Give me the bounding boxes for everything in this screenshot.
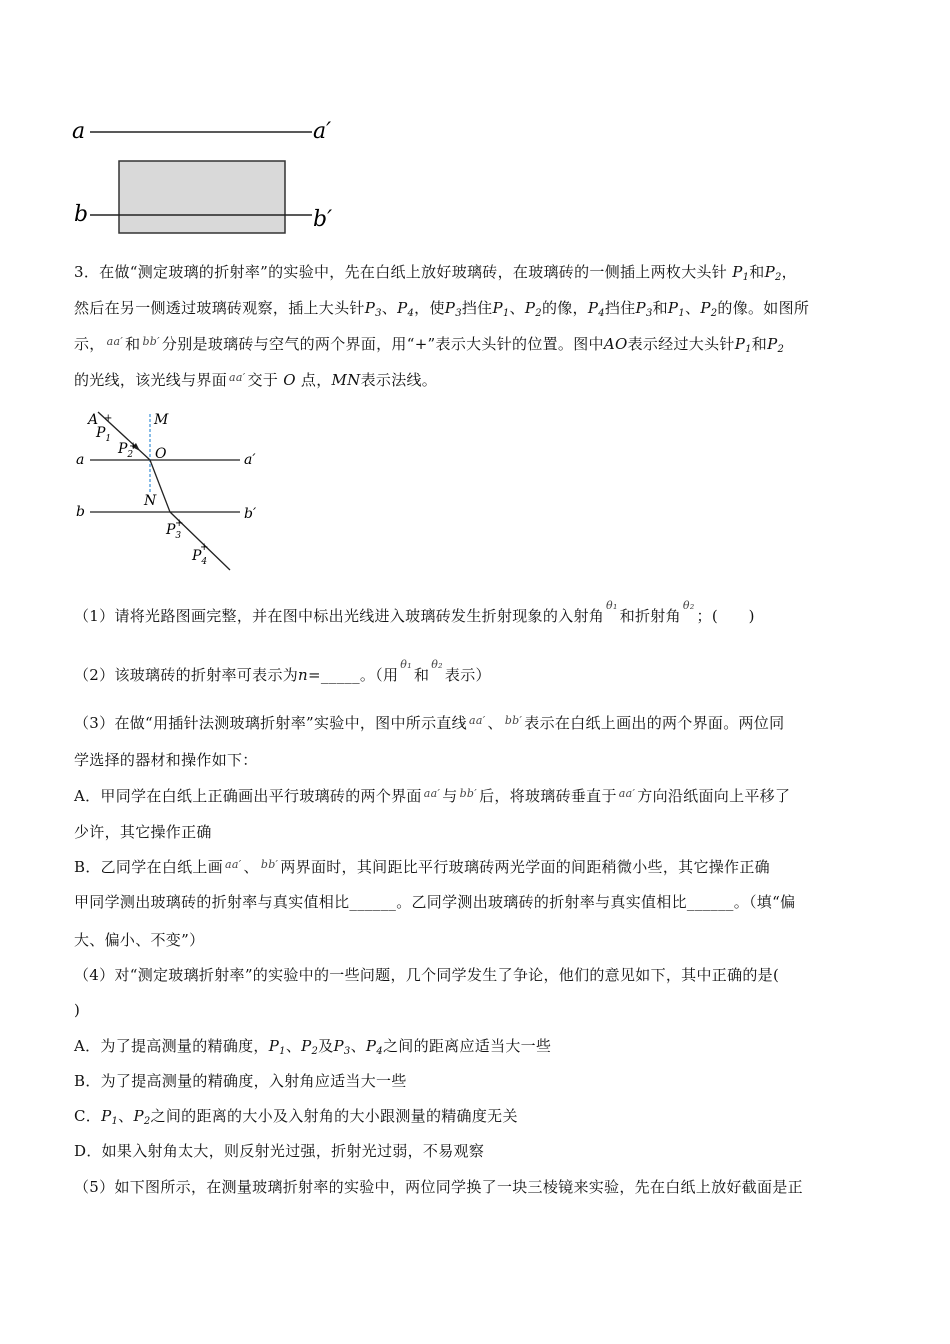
part2-line: （2）该玻璃砖的折射率可表示为n=_____。（用$^{\theta_1}$和$^{\theta_2}$表示） (74, 658, 491, 684)
label-M: M (154, 412, 169, 428)
q3-line-3: 示， $^{aa'}$ 和 $^{bb'}$ 分别是玻璃砖与空气的两个界面，用“+”表示大头针的位置。图中AO表示经过大头针$P_1$和$P_2$ (74, 335, 785, 355)
part3-line-1: （3）在做“用插针法测玻璃折射率”实验中，图中所示直线 $^{aa'}$ 、 $^{bb'}$ 表示在白纸上画出的两个界面。两位同 (74, 714, 785, 732)
label-b: b (74, 202, 89, 227)
part4-question-cont: ) (74, 1001, 81, 1019)
label-b-prime: b′ (313, 207, 333, 232)
pin-mark-p2: + (129, 441, 138, 452)
part3-line-2: 学选择的器材和操作如下： (74, 751, 258, 769)
label-b-prime: b′ (244, 506, 257, 522)
label-a: a (76, 452, 85, 468)
label-P4: $P_4$ (192, 548, 208, 567)
label-a: a (72, 119, 86, 144)
label-P3: $P_3$ (166, 522, 182, 541)
theta1-symbol: θ₁ (606, 599, 618, 612)
pin-mark-p4: + (200, 542, 209, 553)
figure-glass-block-lines (68, 110, 348, 240)
part1-line: （1）请将光路图画完整，并在图中标出光线进入玻璃砖发生折射现象的入射角$^{\theta_1}$和折射角$^{\theta_2}$；( ) (74, 599, 755, 625)
theta2-symbol: θ₂ (682, 599, 695, 612)
glass-block (119, 161, 285, 233)
part4-option-b: B．为了提高测量的精确度，入射角应适当大一些 (74, 1072, 407, 1090)
label-O: O (155, 446, 167, 462)
pin-p1: $P_1$ (732, 263, 750, 283)
pin-p2: $P_2$ (764, 263, 782, 283)
q3-line-4: 的光线，该光线与界面 $^{aa'}$ 交于 O 点，MN表示法线。 (74, 371, 438, 389)
part4-question: （4）对“测定玻璃折射率”的实验中的一些问题，几个同学发生了争论，他们的意见如下，其中正确的是( (74, 966, 780, 984)
q3-text: 然后在另一侧透过玻璃砖观察，插上大头针 (74, 299, 365, 317)
q3-number: 3． (74, 263, 100, 281)
q3-text: 在做“测定玻璃的折射率”的实验中，先在白纸上放好玻璃砖，在玻璃砖的一侧插上两枚大头针 (99, 263, 728, 281)
part3-question-cont: 大、偏小、不变”） (74, 931, 205, 949)
symbol-bb: bb′ (142, 335, 160, 348)
symbol-aa: aa′ (106, 335, 124, 348)
q3-text: 和 (749, 263, 765, 281)
label-a-prime: a′ (244, 452, 256, 468)
label-P2: $P_2$ (118, 441, 134, 460)
label-a-prime: a′ (313, 119, 332, 144)
figure-refraction-diagram (68, 402, 278, 577)
pin-mark-p1: + (104, 413, 113, 424)
part3-option-a: A．甲同学在白纸上正确画出平行玻璃砖的两个界面 $^{aa'}$ 与 $^{bb'}$ 后，将玻璃砖垂直于 $^{aa'}$ 方向沿纸面向上平移了 (74, 787, 791, 805)
pin-mark-p3: + (175, 518, 184, 529)
part3-option-a-cont: 少许，其它操作正确 (74, 823, 212, 841)
part3-question: 甲同学测出玻璃砖的折射率与真实值相比______。乙同学测出玻璃砖的折射率与真实值相比______。（填“偏 (74, 893, 796, 911)
part4-option-c: C．$P_1$、$P_2$之间的距离的大小及入射角的大小跟测量的精确度无关 (74, 1107, 518, 1127)
part5-question: （5）如下图所示，在测量玻璃折射率的实验中，两位同学换了一块三棱镜来实验，先在白纸上放好截面是正 (74, 1178, 803, 1196)
q3-line-1: 3．在做“测定玻璃的折射率”的实验中，先在白纸上放好玻璃砖，在玻璃砖的一侧插上两枚大头针 $P_1$和$P_2$， (74, 263, 797, 283)
label-P1: $P_1$ (96, 425, 112, 444)
label-A: A (88, 412, 99, 428)
label-b: b (76, 504, 85, 520)
part4-option-a: A．为了提高测量的精确度，$P_1$、$P_2$及$P_3$、$P_4$之间的距离应适当大一些 (74, 1037, 552, 1057)
label-N: N (144, 493, 157, 509)
part3-option-b: B．乙同学在白纸上画 $^{aa'}$ 、 $^{bb'}$ 两界面时，其间距比平行玻璃砖两光学面的间距稍微小些，其它操作正确 (74, 858, 770, 876)
q3-line-2: 然后在另一侧透过玻璃砖观察，插上大头针$P_3$、$P_4$，使$P_3$挡住$P_1$、$P_2$的像，$P_4$挡住$P_3$和$P_1$、$P_2$的像。如图所 (74, 299, 810, 319)
part4-option-d: D．如果入射角太大，则反射光过强，折射光过弱，不易观察 (74, 1142, 485, 1160)
